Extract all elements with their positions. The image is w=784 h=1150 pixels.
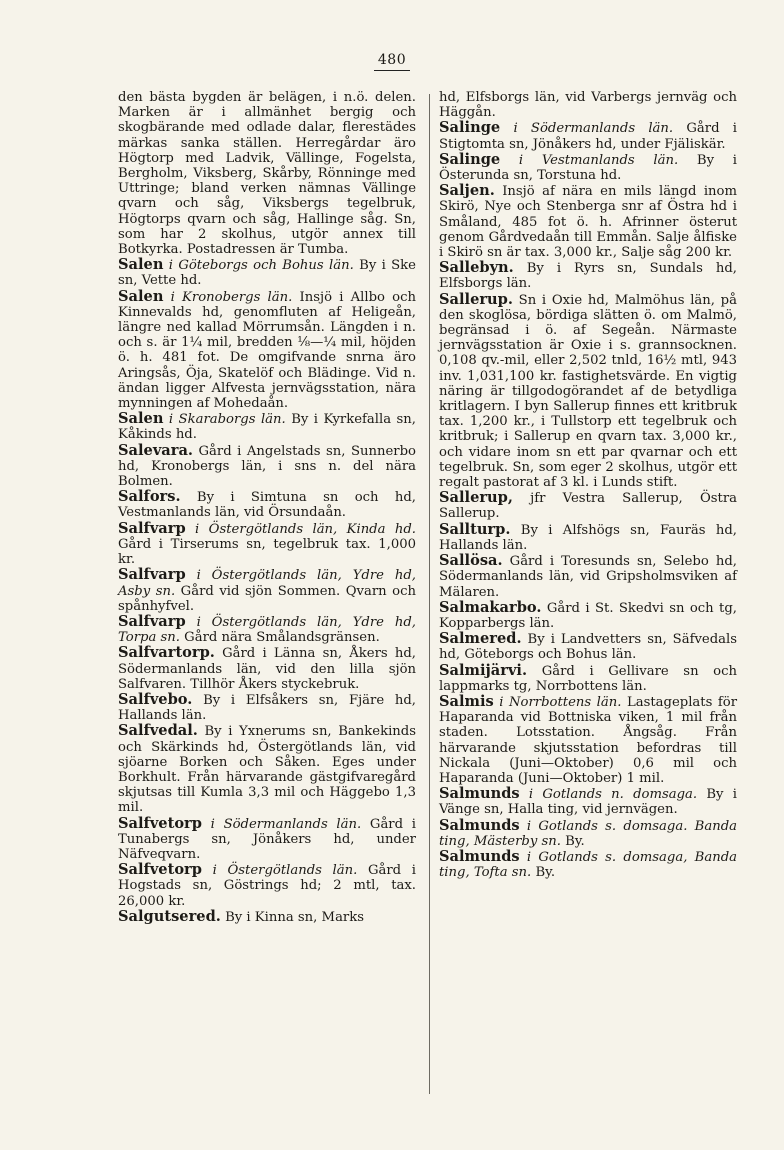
entry-text: Insjö af nära en mils längd inom Skirö, Nye och Stenberga snr af Östra hd i Småland, 485 fot ö. h. Afrinner österut genom Gårdvedaån till Emmån. Salje ålfiske i Skirö sn är tax. 3,000 kr., Salje såg 200 kr. bbox=[439, 184, 737, 261]
entry-headword: Sallösa. bbox=[439, 552, 503, 570]
entry-headword: Salinge bbox=[439, 150, 501, 168]
right-column bbox=[439, 90, 737, 880]
entry-text: By i Ryrs sn, Sundals hd, Elfsborgs län. bbox=[439, 261, 737, 292]
entry-region: i Östergötlands län. bbox=[212, 863, 358, 879]
entry-text: By i Kinna sn, Marks bbox=[225, 909, 364, 925]
entry-text: Gård i Tirserums sn, tegelbruk tax. 1,000 kr. bbox=[118, 536, 416, 568]
entry-text: Gård vid sjön Sommen. Qvarn och spånhyfvel. bbox=[118, 583, 416, 614]
entry-headword: Salmunds bbox=[439, 785, 520, 803]
entry-text: By i Ske sn, Vette hd. bbox=[118, 258, 416, 289]
dictionary-entry bbox=[118, 489, 416, 520]
dictionary-entry bbox=[118, 723, 416, 815]
entry-headword: Salen bbox=[118, 410, 164, 428]
dictionary-entry bbox=[118, 90, 416, 257]
dictionary-entry bbox=[439, 631, 737, 662]
entry-text: By i Yxnerums sn, Bankekinds och Skärkinds hd, Östergötlands län, vid sjöarne Borken och Såken. Eges under Borkhult. Från härvarande gästgifvaregård skjutsas till Kumla 3,3 mil och Häggebo 1,3 mil. bbox=[118, 724, 416, 816]
entry-text: jfr Vestra Sallerup, Östra Sallerup. bbox=[439, 491, 737, 522]
entry-headword: Saljen. bbox=[439, 182, 495, 200]
entry-headword: Sallebyn. bbox=[439, 259, 514, 277]
entry-region: i Gotlands s. domsaga, Banda ting, Tofta sn. bbox=[439, 849, 737, 881]
entry-region: i Gotlands s. domsaga. Banda ting, Mästerby sn. bbox=[439, 818, 737, 849]
entry-headword: Salmijärvi. bbox=[439, 661, 528, 679]
entry-text: Gård i Toresunds sn, Selebo hd, Södermanlands län, vid Gripsholmsviken af Mälaren. bbox=[439, 554, 737, 600]
entry-headword: Salgutsered. bbox=[118, 907, 221, 925]
entry-headword: Salmis bbox=[439, 692, 494, 710]
dictionary-entry bbox=[439, 786, 737, 817]
entry-headword: Sallturp. bbox=[439, 520, 511, 538]
entry-text: By. bbox=[565, 833, 585, 849]
entry-text: Gård i Länna sn, Åkers hd, Södermanlands län, vid den lilla sjön Salfvaren. Tillhör Åkers styckebruk. bbox=[118, 646, 416, 692]
dictionary-entry bbox=[439, 152, 737, 183]
entry-text: Gård i Gellivare sn och lappmarks tg, Norrbottens län. bbox=[439, 663, 737, 694]
entry-text: hd, Elfsborgs län, vid Varbergs jernväg och Häggån. bbox=[439, 90, 737, 121]
entry-headword: Salfvarp bbox=[118, 566, 186, 584]
dictionary-entry bbox=[118, 411, 416, 442]
entry-text: Lastageplats för Haparanda vid Bottniska viken, 1 mil från staden. Lotsstation. Ångsåg. Från härvarande skjutsstation befordras till Nickala (Juni—Oktober) 0,6 mil och Haparanda (Juni—Oktober) 1 mil. bbox=[439, 694, 737, 786]
column-divider bbox=[429, 94, 430, 1094]
entry-headword: Salfvebo. bbox=[118, 690, 193, 708]
left-column bbox=[118, 90, 416, 925]
dictionary-entry bbox=[118, 257, 416, 288]
dictionary-entry bbox=[439, 183, 737, 260]
entry-headword: Salfvetorp bbox=[118, 861, 202, 879]
dictionary-entry bbox=[118, 862, 416, 909]
dictionary-entry bbox=[439, 663, 737, 694]
entry-text: Gård nära Smålandsgränsen. bbox=[184, 630, 380, 646]
entry-headword: Salmunds bbox=[439, 847, 520, 865]
entry-region: i Göteborgs och Bohus län. bbox=[168, 258, 354, 274]
entry-text: By i Österunda sn, Torstuna hd. bbox=[439, 152, 737, 184]
entry-region: i Östergötlands län, Kinda hd. bbox=[195, 521, 416, 537]
entry-headword: Salfvedal. bbox=[118, 722, 198, 740]
entry-text: Gård i Hogstads sn, Göstrings hd; 2 mtl, tax. 26,000 kr. bbox=[118, 863, 416, 909]
entry-text: By. bbox=[535, 865, 556, 881]
entry-text: Gård i St. Skedvi sn och tg, Kopparbergs län. bbox=[439, 600, 737, 631]
entry-region: i Gotlands n. domsaga. bbox=[528, 787, 698, 803]
entry-text: Insjö i Allbo och Kinnevalds hd, genomfluten af Heligeån, längre ned kallad Mörrumsån. Längden i n. och s. är 1¼ mil, bredden ⅛—¼ mil, höjden ö. h. 481 fot. De omgifvande snrna äro Aringsås, Öja, Skatelöf och Blädinge. Vid n. ändan ligger Alfvesta jernvägsstation, nära mynningen af Mohedaån. bbox=[118, 289, 416, 412]
entry-headword: Salfvarp bbox=[118, 519, 186, 537]
entry-headword: Salfvetorp bbox=[118, 814, 202, 832]
entry-headword: Salevara. bbox=[118, 441, 193, 459]
dictionary-entry bbox=[118, 443, 416, 490]
entry-text: Gård i Tunabergs sn, Jönåkers hd, under Näfveqvarn. bbox=[118, 816, 416, 862]
dictionary-entry bbox=[439, 522, 737, 553]
entry-headword: Salfors. bbox=[118, 488, 181, 506]
dictionary-entry bbox=[439, 90, 737, 120]
entry-headword: Salmered. bbox=[439, 630, 522, 648]
entry-text: By i Kyrkefalla sn, Kåkinds hd. bbox=[118, 412, 416, 443]
dictionary-entry bbox=[118, 645, 416, 692]
entry-headword: Salmunds bbox=[439, 816, 520, 834]
dictionary-entry bbox=[439, 553, 737, 600]
page-number: 480 bbox=[0, 52, 784, 71]
dictionary-entry bbox=[118, 909, 416, 925]
entry-text: By i Alfshögs sn, Fauräs hd, Hallands län. bbox=[439, 522, 737, 553]
dictionary-entry bbox=[118, 816, 416, 863]
dictionary-entry bbox=[118, 614, 416, 645]
entry-region: i Skaraborgs län. bbox=[168, 412, 286, 428]
dictionary-entry bbox=[118, 289, 416, 412]
entry-region: i Östergötlands län, Ydre hd, Torpa sn. bbox=[118, 614, 416, 646]
entry-text: Gård i Angelstads sn, Sunnerbo hd, Kronobergs län, i sns n. del nära Bolmen. bbox=[118, 443, 416, 490]
entry-region: i Östergötlands län, Ydre hd, Asby sn. bbox=[118, 568, 416, 599]
dictionary-entry bbox=[118, 521, 416, 568]
dictionary-entry bbox=[439, 818, 737, 849]
entry-headword: Sallerup. bbox=[439, 290, 513, 308]
dictionary-entry bbox=[439, 694, 737, 786]
entry-headword: Salfvarp bbox=[118, 612, 186, 630]
dictionary-entry bbox=[439, 120, 737, 151]
dictionary-entry bbox=[439, 490, 737, 521]
entry-headword: Salen bbox=[118, 287, 164, 305]
entry-region: i Södermanlands län. bbox=[210, 816, 362, 832]
dictionary-entry bbox=[118, 692, 416, 723]
entry-region: i Kronobergs län. bbox=[170, 289, 293, 305]
dictionary-entry bbox=[439, 292, 737, 491]
entry-headword: Salfvartorp. bbox=[118, 644, 215, 662]
dictionary-entry bbox=[439, 260, 737, 291]
entry-headword: Salmakarbo. bbox=[439, 598, 542, 616]
entry-headword: Sallerup, bbox=[439, 489, 513, 507]
entry-text: By i Elfsåkers sn, Fjäre hd, Hallands län. bbox=[118, 692, 416, 724]
entry-region: i Vestmanlands län. bbox=[518, 152, 679, 168]
entry-region: i Södermanlands län. bbox=[513, 121, 674, 137]
entry-headword: Salen bbox=[118, 256, 164, 274]
dictionary-entry bbox=[439, 600, 737, 631]
entry-text: By i Simtuna sn och hd, Vestmanlands län, vid Örsundaån. bbox=[118, 490, 416, 521]
entry-text: Gård i Stigtomta sn, Jönåkers hd, under Fjäliskär. bbox=[439, 121, 737, 152]
entry-text: By i Landvetters sn, Säfvedals hd, Göteborgs och Bohus län. bbox=[439, 632, 737, 663]
entry-text: Sn i Oxie hd, Malmöhus län, på den skoglösa, bördiga slätten ö. om Malmö, begränsad i ö. af Segeån. Närmaste jernvägsstation är Oxie i s. grannsocknen. 0,108 qv.-mil, eller 2,502 tnld, 16½ mtl, 943 inv. 1,031,100 kr. fastighetsvärde. En vigtig näring är tillgodogörandet af de betydliga kritlagern. I byn Sallerup finnes ett kritbruk tax. 1,200 kr., i Tullstorp ett tegelbruk och kritbruk; i Sallerup en qvarn tax. 3,000 kr., och vidare inom sn ett par qvarnar och ett tegelbruk. Sn, som eger 2 skolhus, utgör ett regalt pastorat af 3 kl. i Lunds stift. bbox=[439, 292, 737, 491]
entry-region: i Norrbottens län. bbox=[499, 694, 622, 710]
dictionary-entry bbox=[439, 849, 737, 880]
entry-headword: Salinge bbox=[439, 119, 501, 137]
dictionary-entry bbox=[118, 567, 416, 614]
entry-text: By i Vänge sn, Halla ting, vid jernvägen. bbox=[439, 787, 737, 818]
entry-text: den bästa bygden är belägen, i n.ö. delen. Marken är i allmänhet bergig och skogbärande med odlade dalar, flerestädes märkas sanka ställen. Herregårdar äro Högtorp med Ladvik, Vällinge, Fogelsta, Bergholm, Viksberg, Skårby, Rönninge med Uttringe; bland verken nämnas Vällinge qvarn och såg, Viksbergs tegelbruk, Högtorps qvarn och såg, Hallinge såg. Sn, som har 2 skolhus, utgör annex till Botkyrka. Postadressen är Tumba. bbox=[118, 90, 416, 258]
